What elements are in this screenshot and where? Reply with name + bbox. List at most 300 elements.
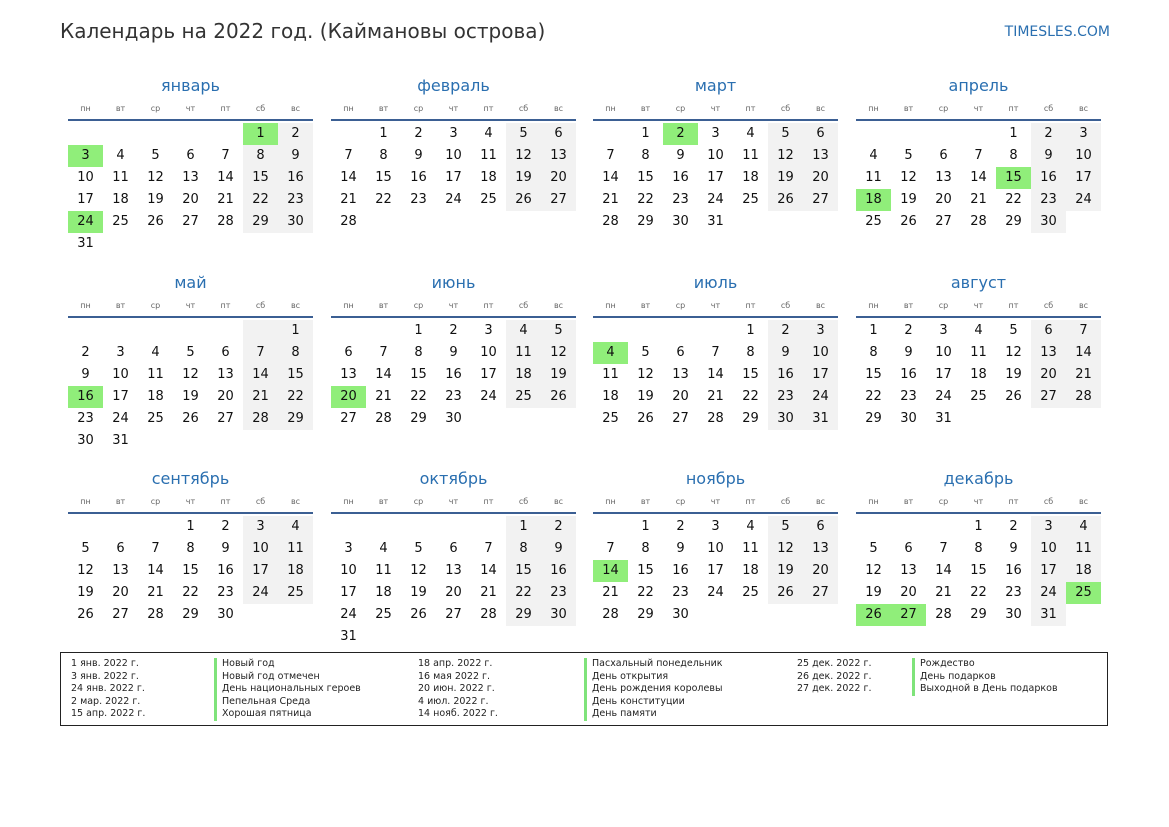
day-cell: 29 (182, 607, 199, 622)
weekday-label: пт (1008, 497, 1019, 506)
empty-day-cell (278, 233, 313, 255)
day-cell: 24 (445, 192, 462, 207)
weekday-label: сб (1043, 104, 1054, 113)
day-cell: 20 (331, 386, 366, 408)
day-cell: 25 (112, 214, 129, 229)
day-cell: 16 (445, 367, 462, 382)
empty-day-cell (331, 516, 366, 538)
day-cell: 4 (974, 323, 983, 338)
legend-holiday-name: День открытия (584, 671, 723, 684)
weekday-label: вс (1078, 497, 1089, 506)
day-cell: 29 (243, 211, 278, 233)
day-cell: 11 (480, 148, 497, 163)
weekday-header (593, 496, 838, 508)
empty-day-cell (506, 626, 541, 648)
day-cell: 9 (676, 541, 685, 556)
legend-date: 2 мар. 2022 г. (71, 695, 141, 707)
empty-day-cell (733, 211, 768, 233)
month-divider (856, 512, 1101, 514)
day-cell: 6 (676, 345, 685, 360)
day-cell: 28 (602, 607, 619, 622)
legend-date: 1 янв. 2022 г. (71, 658, 139, 669)
day-cell: 27 (445, 607, 462, 622)
empty-day-cell (366, 516, 401, 538)
day-cell: 17 (340, 585, 357, 600)
day-cell: 15 (410, 367, 427, 382)
legend-holiday-name: День подарков (912, 671, 1058, 684)
day-cell: 16 (672, 563, 689, 578)
month-name: декабрь (943, 469, 1014, 488)
empty-day-cell (891, 516, 926, 538)
empty-day-cell (68, 320, 103, 342)
weekday-label: пт (1008, 301, 1019, 310)
day-cell: 20 (1031, 364, 1066, 386)
weekday-label: сб (780, 104, 791, 113)
legend-date: 20 июн. 2022 г. (418, 683, 495, 695)
page-title: Календарь на 2022 год. (Каймановы острова) (60, 19, 546, 43)
empty-day-cell (506, 408, 541, 430)
day-cell: 2 (1009, 519, 1018, 534)
day-cell: 8 (186, 541, 195, 556)
weekday-label: пт (220, 301, 231, 310)
weekday-label: ср (413, 301, 424, 310)
weekday-label: ср (150, 104, 161, 113)
day-cell: 10 (707, 541, 724, 556)
month-divider (68, 512, 313, 514)
weekday-label: пн (605, 104, 616, 113)
day-cell: 2 (904, 323, 913, 338)
weekday-header (593, 300, 838, 312)
day-cell: 27 (803, 189, 838, 211)
weekday-label: пн (343, 301, 354, 310)
weekday-label: вс (290, 104, 301, 113)
month-name: май (174, 273, 207, 292)
day-cell: 10 (803, 342, 838, 364)
month-block (68, 76, 313, 255)
empty-day-cell (68, 516, 103, 538)
day-cell: 11 (506, 342, 541, 364)
day-cell: 10 (340, 563, 357, 578)
day-cell: 15 (865, 367, 882, 382)
day-cell: 27 (541, 189, 576, 211)
day-cell: 21 (707, 389, 724, 404)
day-cell: 4 (1066, 516, 1101, 538)
day-cell: 16 (410, 170, 427, 185)
month-name: октябрь (419, 469, 488, 488)
day-cell: 5 (869, 541, 878, 556)
day-cell: 30 (1031, 211, 1066, 233)
weekday-header (856, 300, 1101, 312)
day-cell: 9 (904, 345, 913, 360)
day-cell: 19 (1005, 367, 1022, 382)
day-cell: 19 (637, 389, 654, 404)
day-cell: 31 (77, 236, 94, 251)
day-cell: 13 (803, 538, 838, 560)
day-cell: 21 (602, 192, 619, 207)
day-cell: 12 (541, 342, 576, 364)
day-cell: 2 (541, 516, 576, 538)
day-cell: 8 (243, 145, 278, 167)
day-cell: 9 (1009, 541, 1018, 556)
day-cell: 10 (77, 170, 94, 185)
day-cell: 18 (970, 367, 987, 382)
day-cell: 3 (711, 519, 720, 534)
day-cell: 14 (707, 367, 724, 382)
empty-day-cell (506, 211, 541, 233)
day-cell: 18 (1066, 560, 1101, 582)
day-cell: 17 (112, 389, 129, 404)
weekday-label: пт (220, 104, 231, 113)
day-cell: 18 (112, 192, 129, 207)
day-cell: 8 (641, 148, 650, 163)
weekday-label: вс (1078, 301, 1089, 310)
day-cell: 24 (112, 411, 129, 426)
month-block (856, 76, 1101, 233)
weekday-label: ср (675, 497, 686, 506)
day-cell: 4 (484, 126, 493, 141)
day-cell: 19 (865, 585, 882, 600)
weekday-label: вс (815, 104, 826, 113)
day-cell: 15 (970, 563, 987, 578)
day-cell: 23 (445, 389, 462, 404)
weekday-label: ср (938, 104, 949, 113)
day-cell: 7 (939, 541, 948, 556)
day-cell: 22 (1005, 192, 1022, 207)
day-cell: 17 (480, 367, 497, 382)
empty-day-cell (331, 123, 366, 145)
day-grid (593, 320, 838, 430)
month-name: февраль (417, 76, 490, 95)
empty-day-cell (996, 408, 1031, 430)
weekday-label: ср (150, 301, 161, 310)
day-cell: 23 (900, 389, 917, 404)
weekday-label: вт (903, 301, 914, 310)
weekday-label: пт (745, 497, 756, 506)
day-cell: 17 (803, 364, 838, 386)
day-cell: 24 (340, 607, 357, 622)
weekday-label: вс (1078, 104, 1089, 113)
day-cell: 27 (340, 411, 357, 426)
day-cell: 27 (672, 411, 689, 426)
day-cell: 7 (606, 148, 615, 163)
day-cell: 9 (768, 342, 803, 364)
day-cell: 16 (768, 364, 803, 386)
empty-day-cell (103, 516, 138, 538)
day-cell: 7 (1066, 320, 1101, 342)
empty-day-cell (436, 211, 471, 233)
day-cell: 26 (77, 607, 94, 622)
empty-day-cell (208, 320, 243, 342)
weekday-label: пт (1008, 104, 1019, 113)
day-cell: 11 (865, 170, 882, 185)
weekday-label: вс (553, 104, 564, 113)
day-cell: 22 (410, 389, 427, 404)
day-cell: 27 (803, 582, 838, 604)
day-cell: 10 (1066, 145, 1101, 167)
day-cell: 5 (1009, 323, 1018, 338)
day-cell: 28 (375, 411, 392, 426)
day-cell: 23 (410, 192, 427, 207)
weekday-label: вс (815, 301, 826, 310)
day-cell: 1 (414, 323, 423, 338)
day-cell: 22 (865, 389, 882, 404)
weekday-header (68, 300, 313, 312)
day-cell: 23 (77, 411, 94, 426)
day-cell: 21 (602, 585, 619, 600)
day-cell: 24 (480, 389, 497, 404)
empty-day-cell (926, 516, 961, 538)
day-cell: 8 (974, 541, 983, 556)
day-cell: 17 (707, 170, 724, 185)
empty-day-cell (698, 604, 733, 626)
legend-date: 15 апр. 2022 г. (71, 708, 146, 720)
day-cell: 9 (449, 345, 458, 360)
day-cell: 23 (217, 585, 234, 600)
empty-day-cell (471, 408, 506, 430)
day-cell: 30 (445, 411, 462, 426)
day-cell: 20 (900, 585, 917, 600)
day-cell: 27 (935, 214, 952, 229)
legend-holiday-name: День рождения королевы (584, 683, 723, 696)
brand-link[interactable]: TIMESLES.COM (1004, 24, 1110, 40)
day-cell: 10 (935, 345, 952, 360)
day-cell: 25 (742, 192, 759, 207)
day-cell: 30 (1005, 607, 1022, 622)
day-cell: 11 (970, 345, 987, 360)
weekday-label: сб (1043, 497, 1054, 506)
day-cell: 14 (602, 170, 619, 185)
empty-day-cell (173, 123, 208, 145)
day-cell: 26 (856, 604, 891, 626)
day-cell: 22 (243, 189, 278, 211)
day-cell: 11 (742, 541, 759, 556)
day-cell: 26 (900, 214, 917, 229)
day-cell: 5 (768, 123, 803, 145)
day-cell: 1 (278, 320, 313, 342)
weekday-label: сб (255, 301, 266, 310)
day-cell: 28 (340, 214, 357, 229)
day-grid (856, 123, 1101, 233)
weekday-label: ср (413, 104, 424, 113)
month-name: сентябрь (151, 469, 230, 488)
day-cell: 31 (707, 214, 724, 229)
day-cell: 3 (484, 323, 493, 338)
day-cell: 28 (217, 214, 234, 229)
day-cell: 28 (602, 214, 619, 229)
day-cell: 27 (217, 411, 234, 426)
legend-date-column (71, 658, 145, 721)
day-cell: 13 (803, 145, 838, 167)
legend-holiday-name: Рождество (912, 658, 1058, 671)
day-cell: 7 (221, 148, 230, 163)
empty-day-cell (541, 626, 576, 648)
day-cell: 4 (379, 541, 388, 556)
weekday-label: пн (80, 301, 91, 310)
day-cell: 17 (1031, 560, 1066, 582)
month-divider (331, 316, 576, 318)
empty-day-cell (173, 233, 208, 255)
weekday-label: вт (640, 497, 651, 506)
day-cell: 30 (900, 411, 917, 426)
weekday-label: чт (185, 497, 196, 506)
weekday-label: пн (343, 104, 354, 113)
legend-holiday-name: День национальных героев (214, 683, 361, 696)
day-cell: 3 (344, 541, 353, 556)
empty-day-cell (401, 516, 436, 538)
day-cell: 22 (970, 585, 987, 600)
day-cell: 29 (410, 411, 427, 426)
day-cell: 14 (593, 560, 628, 582)
weekday-label: вт (903, 104, 914, 113)
day-cell: 3 (1066, 123, 1101, 145)
day-cell: 19 (768, 167, 803, 189)
empty-day-cell (593, 320, 628, 342)
weekday-label: пт (483, 104, 494, 113)
day-cell: 8 (869, 345, 878, 360)
day-cell: 24 (68, 211, 103, 233)
day-cell: 5 (414, 541, 423, 556)
empty-day-cell (961, 408, 996, 430)
empty-day-cell (891, 123, 926, 145)
day-cell: 25 (506, 386, 541, 408)
day-cell: 18 (375, 585, 392, 600)
day-cell: 4 (869, 148, 878, 163)
day-cell: 18 (480, 170, 497, 185)
weekday-label: пт (745, 301, 756, 310)
day-cell: 21 (217, 192, 234, 207)
day-cell: 30 (768, 408, 803, 430)
weekday-label: сб (518, 497, 529, 506)
empty-day-cell (471, 626, 506, 648)
day-cell: 8 (641, 541, 650, 556)
day-cell: 19 (182, 389, 199, 404)
day-cell: 21 (340, 192, 357, 207)
day-cell: 24 (243, 582, 278, 604)
empty-day-cell (138, 320, 173, 342)
day-cell: 7 (243, 342, 278, 364)
day-cell: 25 (147, 411, 164, 426)
day-cell: 2 (676, 519, 685, 534)
month-divider (593, 119, 838, 121)
day-cell: 7 (344, 148, 353, 163)
day-cell: 8 (278, 342, 313, 364)
weekday-label: вт (115, 104, 126, 113)
empty-day-cell (243, 233, 278, 255)
day-cell: 20 (182, 192, 199, 207)
empty-day-cell (401, 626, 436, 648)
day-cell: 19 (900, 192, 917, 207)
empty-day-cell (366, 320, 401, 342)
day-cell: 25 (742, 585, 759, 600)
legend-date: 16 мая 2022 г. (418, 670, 491, 682)
empty-day-cell (1066, 408, 1101, 430)
empty-day-cell (366, 211, 401, 233)
empty-day-cell (663, 320, 698, 342)
empty-day-cell (208, 233, 243, 255)
day-cell: 6 (939, 148, 948, 163)
day-cell: 26 (541, 386, 576, 408)
day-cell: 4 (116, 148, 125, 163)
weekday-label: сб (255, 104, 266, 113)
day-cell: 11 (375, 563, 392, 578)
day-cell: 29 (637, 214, 654, 229)
month-name: январь (161, 76, 220, 95)
day-cell: 10 (480, 345, 497, 360)
day-cell: 29 (1005, 214, 1022, 229)
weekday-label: вс (290, 497, 301, 506)
day-cell: 28 (970, 214, 987, 229)
weekday-header (856, 103, 1101, 115)
day-cell: 26 (768, 189, 803, 211)
weekday-label: вт (378, 104, 389, 113)
day-cell: 26 (182, 411, 199, 426)
day-cell: 13 (112, 563, 129, 578)
day-cell: 16 (278, 167, 313, 189)
day-cell: 31 (935, 411, 952, 426)
day-cell: 12 (768, 145, 803, 167)
weekday-label: вт (640, 301, 651, 310)
day-cell: 25 (375, 607, 392, 622)
empty-day-cell (173, 430, 208, 452)
day-cell: 23 (1031, 189, 1066, 211)
month-block (68, 273, 313, 452)
day-cell: 31 (803, 408, 838, 430)
day-cell: 17 (77, 192, 94, 207)
day-cell: 25 (1066, 582, 1101, 604)
day-cell: 16 (1031, 167, 1066, 189)
empty-day-cell (138, 233, 173, 255)
day-cell: 3 (939, 323, 948, 338)
empty-day-cell (803, 211, 838, 233)
day-grid (68, 123, 313, 255)
month-name: ноябрь (685, 469, 746, 488)
day-cell: 13 (672, 367, 689, 382)
weekday-header (68, 496, 313, 508)
weekday-label: сб (780, 301, 791, 310)
day-cell: 23 (768, 386, 803, 408)
day-cell: 25 (970, 389, 987, 404)
empty-day-cell (103, 233, 138, 255)
month-block (331, 273, 576, 430)
empty-day-cell (1066, 604, 1101, 626)
day-cell: 3 (243, 516, 278, 538)
month-divider (593, 512, 838, 514)
day-cell: 5 (506, 123, 541, 145)
day-grid (331, 123, 576, 233)
day-cell: 23 (278, 189, 313, 211)
month-divider (856, 119, 1101, 121)
day-cell: 1 (506, 516, 541, 538)
day-cell: 21 (243, 386, 278, 408)
weekday-label: вс (815, 497, 826, 506)
weekday-label: ср (938, 497, 949, 506)
day-grid (856, 320, 1101, 430)
weekday-label: чт (973, 497, 984, 506)
empty-day-cell (856, 123, 891, 145)
weekday-label: пн (868, 497, 879, 506)
day-grid (331, 516, 576, 648)
empty-day-cell (593, 516, 628, 538)
weekday-label: пт (220, 497, 231, 506)
day-cell: 10 (707, 148, 724, 163)
day-cell: 10 (112, 367, 129, 382)
day-cell: 4 (593, 342, 628, 364)
empty-day-cell (278, 430, 313, 452)
empty-day-cell (138, 123, 173, 145)
month-block (856, 469, 1101, 626)
empty-day-cell (436, 626, 471, 648)
weekday-label: чт (448, 497, 459, 506)
